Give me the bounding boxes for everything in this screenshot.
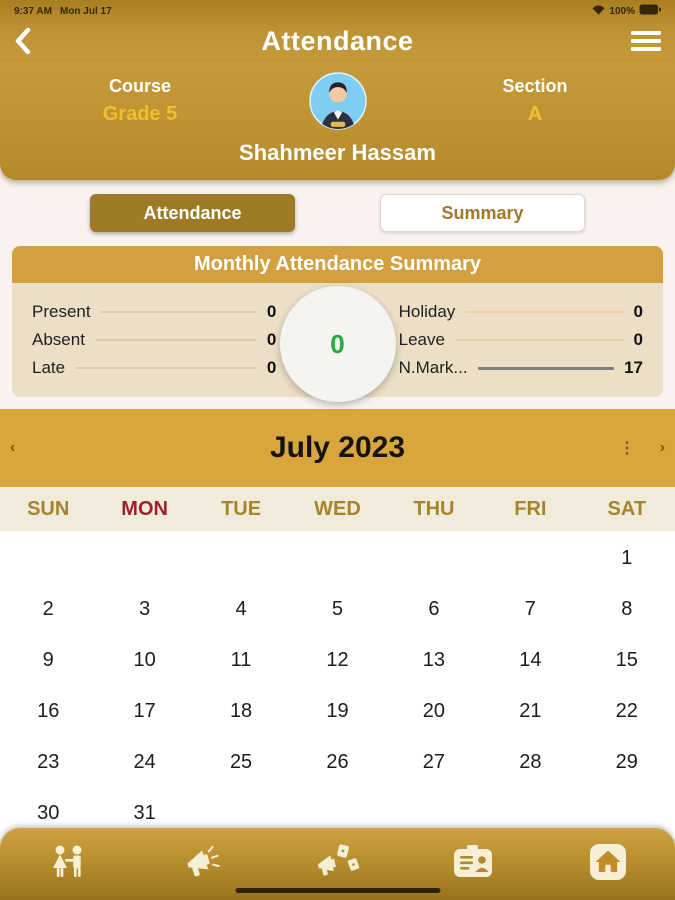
calendar-day[interactable]: 9 <box>42 649 54 671</box>
calendar-day-names <box>0 487 675 531</box>
page-title: Attendance <box>261 25 414 56</box>
summary-title: Monthly Attendance Summary <box>12 246 663 283</box>
calendar-day[interactable]: 1 <box>621 547 633 569</box>
calendar-day[interactable]: 20 <box>422 700 446 722</box>
calendar-empty-cell <box>0 533 96 584</box>
stat-value: 0 <box>633 302 643 321</box>
tab-summary[interactable]: Summary <box>380 194 585 232</box>
attendance-total-value: 0 <box>330 328 345 359</box>
stat-line <box>465 311 623 313</box>
stat-label: Present <box>32 302 91 321</box>
megaphone-icon <box>182 843 224 886</box>
stat-row-late <box>32 354 276 382</box>
calendar-day[interactable]: 14 <box>519 649 542 671</box>
calendar-day[interactable]: 8 <box>621 598 633 620</box>
stat-line <box>95 339 257 341</box>
nav-id-card-button[interactable] <box>443 840 503 888</box>
calendar-day[interactable]: 25 <box>229 751 253 773</box>
home-indicator[interactable] <box>235 888 440 893</box>
calendar-more-icon[interactable]: ⋮ <box>619 440 635 457</box>
status-date: Mon Jul 17 <box>59 5 112 17</box>
calendar-day[interactable]: 3 <box>139 598 151 620</box>
calendar-next-button[interactable]: › <box>659 439 665 456</box>
section-label: Section <box>502 76 568 96</box>
stat-value: 17 <box>624 358 643 377</box>
stat-label: N.Mark... <box>398 358 468 377</box>
nav-announcements-button[interactable] <box>173 840 233 888</box>
calendar-empty-cell <box>193 533 289 584</box>
calendar-month-band <box>0 409 675 487</box>
app-header <box>0 20 675 62</box>
dayname-fri: FRI <box>514 497 547 520</box>
section-value: A <box>527 103 543 125</box>
calendar-day[interactable]: 10 <box>133 649 156 671</box>
student-card <box>0 62 675 180</box>
course-label: Course <box>108 76 171 96</box>
calendar-month-title: July 2023 <box>269 431 406 464</box>
calendar-day[interactable]: 24 <box>133 751 156 773</box>
stat-value: 0 <box>266 358 277 377</box>
stat-line <box>478 367 615 370</box>
attendance-total-circle <box>280 286 396 402</box>
tab-attendance[interactable]: Attendance <box>90 194 295 232</box>
status-bar <box>0 2 675 20</box>
wifi-icon <box>592 5 605 18</box>
stat-label: Leave <box>398 330 445 349</box>
calendar-day[interactable]: 26 <box>326 751 349 773</box>
stat-line <box>101 311 257 313</box>
stat-row-notmarked <box>399 354 643 382</box>
calendar-day[interactable]: 5 <box>331 598 344 620</box>
calendar-empty-cell <box>96 533 192 584</box>
home-icon <box>589 843 627 886</box>
calendar-day[interactable]: 16 <box>37 700 60 722</box>
bottom-nav <box>0 828 675 900</box>
nav-results-button[interactable] <box>308 840 368 888</box>
summary-right-column <box>399 298 643 382</box>
calendar-day[interactable]: 30 <box>37 802 60 824</box>
calendar-day[interactable]: 13 <box>422 649 446 671</box>
calendar-dates-grid <box>0 531 675 839</box>
summary-left-column <box>32 298 276 382</box>
top-bar <box>0 0 675 62</box>
student-name: Shahmeer Hassam <box>239 140 436 165</box>
calendar-day[interactable]: 31 <box>133 802 156 824</box>
calendar-day[interactable]: 27 <box>422 751 446 773</box>
student-avatar <box>309 72 367 130</box>
course-value: Grade 5 <box>102 103 178 125</box>
stat-value: 0 <box>266 302 277 321</box>
stat-row-present <box>32 298 276 326</box>
dayname-sun: SUN <box>27 497 70 520</box>
monthly-summary-panel <box>12 246 663 397</box>
stat-value: 0 <box>266 330 277 349</box>
calendar-day[interactable]: 7 <box>524 598 536 620</box>
calendar-day[interactable]: 6 <box>428 598 440 620</box>
announcement-cards-icon <box>315 842 361 887</box>
dayname-thu: THU <box>413 497 455 520</box>
battery-icon <box>639 4 661 18</box>
dayname-tue: TUE <box>221 497 262 520</box>
calendar-empty-cell <box>386 533 482 584</box>
calendar-day[interactable]: 4 <box>235 598 247 620</box>
calendar-day[interactable]: 15 <box>615 649 638 671</box>
status-time: 9:37 AM <box>14 5 52 17</box>
nav-home-button[interactable] <box>578 840 638 888</box>
calendar-empty-cell <box>289 533 385 584</box>
stat-line <box>75 367 257 369</box>
dayname-sat: SAT <box>607 497 647 520</box>
stat-label: Absent <box>32 330 85 349</box>
stat-row-holiday <box>399 298 643 326</box>
dayname-mon: MON <box>121 497 168 520</box>
battery-percent: 100% <box>609 5 635 17</box>
id-card-icon <box>451 844 495 885</box>
calendar-day[interactable]: 18 <box>229 700 253 722</box>
calendar-day[interactable]: 28 <box>519 751 542 773</box>
calendar-prev-button[interactable]: ‹ <box>10 439 16 456</box>
calendar-day[interactable]: 29 <box>615 751 638 773</box>
children-icon <box>48 844 88 885</box>
calendar-day[interactable]: 23 <box>37 751 60 773</box>
calendar-empty-cell <box>482 533 578 584</box>
calendar-day[interactable]: 17 <box>133 700 156 722</box>
stat-label: Holiday <box>398 302 456 321</box>
stat-label: Late <box>32 358 66 377</box>
tabs-row <box>0 180 675 232</box>
stat-row-absent <box>32 326 276 354</box>
stat-line <box>455 339 624 341</box>
calendar-day[interactable]: 22 <box>615 700 638 722</box>
calendar-day[interactable]: 19 <box>326 700 349 722</box>
calendar <box>0 409 675 839</box>
stat-row-leave <box>399 326 643 354</box>
calendar-day[interactable]: 11 <box>230 649 252 671</box>
calendar-day[interactable]: 2 <box>42 598 54 620</box>
hamburger-menu-icon[interactable] <box>631 31 661 51</box>
calendar-day[interactable]: 12 <box>326 649 349 671</box>
calendar-day[interactable]: 21 <box>519 700 542 722</box>
dayname-wed: WED <box>314 497 361 520</box>
stat-value: 0 <box>633 330 643 349</box>
nav-students-button[interactable] <box>38 840 98 888</box>
